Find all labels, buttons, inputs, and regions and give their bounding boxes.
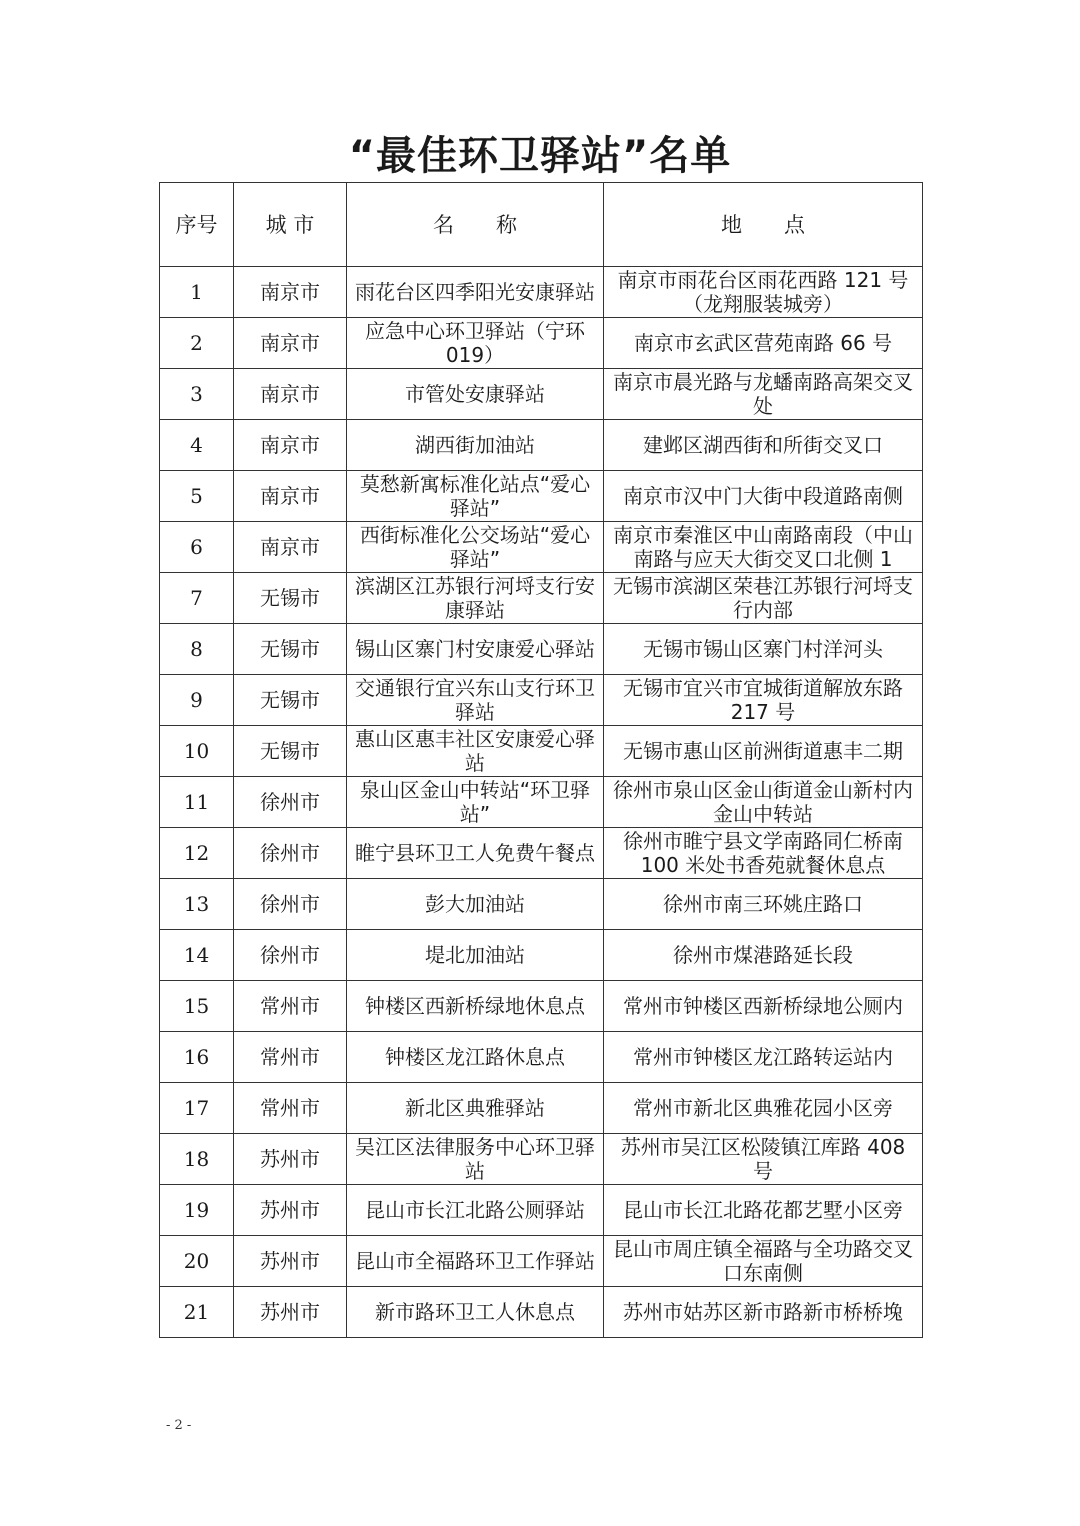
location-cell: 昆山市长江北路花都艺墅小区旁 (604, 1185, 923, 1236)
table-row (160, 471, 923, 522)
station-name-cell: 彭大加油站 (347, 879, 604, 930)
city-cell: 苏州市 (234, 1185, 347, 1236)
table-row (160, 981, 923, 1032)
table-row (160, 522, 923, 573)
city-cell: 徐州市 (234, 777, 347, 828)
seq-cell: 4 (160, 420, 234, 471)
station-name-cell: 昆山市全福路环卫工作驿站 (347, 1236, 604, 1287)
seq-cell: 6 (160, 522, 234, 573)
table-row (160, 930, 923, 981)
station-name-cell: 睢宁县环卫工人免费午餐点 (347, 828, 604, 879)
location-cell: 徐州市煤港路延长段 (604, 930, 923, 981)
seq-cell: 20 (160, 1236, 234, 1287)
city-cell: 南京市 (234, 318, 347, 369)
location-cell: 无锡市滨湖区荣巷江苏银行河埒支行内部 (604, 573, 923, 624)
station-name-cell: 西街标准化公交场站“爱心驿站” (347, 522, 604, 573)
seq-cell: 7 (160, 573, 234, 624)
table-row (160, 828, 923, 879)
station-name-cell: 滨湖区江苏银行河埒支行安康驿站 (347, 573, 604, 624)
seq-cell: 14 (160, 930, 234, 981)
city-cell: 无锡市 (234, 624, 347, 675)
location-cell: 徐州市泉山区金山街道金山新村内金山中转站 (604, 777, 923, 828)
seq-cell: 8 (160, 624, 234, 675)
seq-cell: 9 (160, 675, 234, 726)
city-cell: 无锡市 (234, 573, 347, 624)
seq-cell: 13 (160, 879, 234, 930)
station-name-cell: 锡山区寨门村安康爱心驿站 (347, 624, 604, 675)
station-name-cell: 雨花台区四季阳光安康驿站 (347, 267, 604, 318)
city-cell: 无锡市 (234, 675, 347, 726)
seq-cell: 3 (160, 369, 234, 420)
header-location: 地 点 (604, 183, 923, 267)
station-name-cell: 新北区典雅驿站 (347, 1083, 604, 1134)
table-row (160, 573, 923, 624)
station-name-cell: 交通银行宜兴东山支行环卫驿站 (347, 675, 604, 726)
location-cell: 徐州市睢宁县文学南路同仁桥南 100 米处书香苑就餐休息点 (604, 828, 923, 879)
station-name-cell: 惠山区惠丰社区安康爱心驿站 (347, 726, 604, 777)
table-row (160, 369, 923, 420)
table-row (160, 318, 923, 369)
station-name-cell: 泉山区金山中转站“环卫驿站” (347, 777, 604, 828)
city-cell: 无锡市 (234, 726, 347, 777)
station-name-cell: 堤北加油站 (347, 930, 604, 981)
location-cell: 徐州市南三环姚庄路口 (604, 879, 923, 930)
seq-cell: 21 (160, 1287, 234, 1338)
city-cell: 徐州市 (234, 828, 347, 879)
station-list-table (159, 182, 923, 1338)
header-seq: 序号 (160, 183, 234, 267)
seq-cell: 2 (160, 318, 234, 369)
table-row (160, 1083, 923, 1134)
seq-cell: 5 (160, 471, 234, 522)
city-cell: 南京市 (234, 522, 347, 573)
station-name-cell: 湖西街加油站 (347, 420, 604, 471)
seq-cell: 15 (160, 981, 234, 1032)
table-body (160, 267, 923, 1338)
station-name-cell: 新市路环卫工人休息点 (347, 1287, 604, 1338)
station-name-cell: 应急中心环卫驿站（宁环 019） (347, 318, 604, 369)
table-row (160, 1287, 923, 1338)
table-row (160, 726, 923, 777)
city-cell: 苏州市 (234, 1134, 347, 1185)
table-row (160, 1134, 923, 1185)
seq-cell: 19 (160, 1185, 234, 1236)
table-row (160, 420, 923, 471)
location-cell: 建邺区湖西街和所街交叉口 (604, 420, 923, 471)
location-cell: 无锡市宜兴市宜城街道解放东路 217 号 (604, 675, 923, 726)
city-cell: 南京市 (234, 369, 347, 420)
station-name-cell: 钟楼区西新桥绿地休息点 (347, 981, 604, 1032)
table-row (160, 675, 923, 726)
location-cell: 南京市汉中门大街中段道路南侧 (604, 471, 923, 522)
station-name-cell: 昆山市长江北路公厕驿站 (347, 1185, 604, 1236)
table-row (160, 624, 923, 675)
table-header-row (160, 183, 923, 267)
station-name-cell: 钟楼区龙江路休息点 (347, 1032, 604, 1083)
location-cell: 苏州市姑苏区新市路新市桥桥堍 (604, 1287, 923, 1338)
location-cell: 南京市玄武区营苑南路 66 号 (604, 318, 923, 369)
location-cell: 常州市钟楼区龙江路转运站内 (604, 1032, 923, 1083)
city-cell: 苏州市 (234, 1287, 347, 1338)
table-row (160, 1185, 923, 1236)
table-row (160, 267, 923, 318)
city-cell: 常州市 (234, 981, 347, 1032)
seq-cell: 18 (160, 1134, 234, 1185)
header-name: 名 称 (347, 183, 604, 267)
location-cell: 常州市钟楼区西新桥绿地公厕内 (604, 981, 923, 1032)
seq-cell: 17 (160, 1083, 234, 1134)
location-cell: 无锡市惠山区前洲街道惠丰二期 (604, 726, 923, 777)
city-cell: 南京市 (234, 420, 347, 471)
station-name-cell: 莫愁新寓标准化站点“爱心驿站” (347, 471, 604, 522)
city-cell: 徐州市 (234, 879, 347, 930)
header-city: 城 市 (234, 183, 347, 267)
table-row (160, 879, 923, 930)
location-cell: 苏州市吴江区松陵镇江库路 408 号 (604, 1134, 923, 1185)
location-cell: 无锡市锡山区寨门村洋河头 (604, 624, 923, 675)
table-row (160, 1032, 923, 1083)
city-cell: 常州市 (234, 1083, 347, 1134)
city-cell: 南京市 (234, 471, 347, 522)
location-cell: 南京市秦淮区中山南路南段（中山南路与应天大街交叉口北侧 1 (604, 522, 923, 573)
seq-cell: 1 (160, 267, 234, 318)
station-name-cell: 吴江区法律服务中心环卫驿站 (347, 1134, 604, 1185)
location-cell: 南京市晨光路与龙蟠南路高架交叉处 (604, 369, 923, 420)
city-cell: 南京市 (234, 267, 347, 318)
table-row (160, 777, 923, 828)
seq-cell: 12 (160, 828, 234, 879)
station-name-cell: 市管处安康驿站 (347, 369, 604, 420)
city-cell: 苏州市 (234, 1236, 347, 1287)
city-cell: 徐州市 (234, 930, 347, 981)
page-title: “最佳环卫驿站”名单 (348, 133, 732, 179)
seq-cell: 11 (160, 777, 234, 828)
table-row (160, 1236, 923, 1287)
location-cell: 南京市雨花台区雨花西路 121 号（龙翔服装城旁） (604, 267, 923, 318)
page-number: - 2 - (166, 1418, 192, 1433)
seq-cell: 10 (160, 726, 234, 777)
seq-cell: 16 (160, 1032, 234, 1083)
location-cell: 常州市新北区典雅花园小区旁 (604, 1083, 923, 1134)
location-cell: 昆山市周庄镇全福路与全功路交叉口东南侧 (604, 1236, 923, 1287)
city-cell: 常州市 (234, 1032, 347, 1083)
